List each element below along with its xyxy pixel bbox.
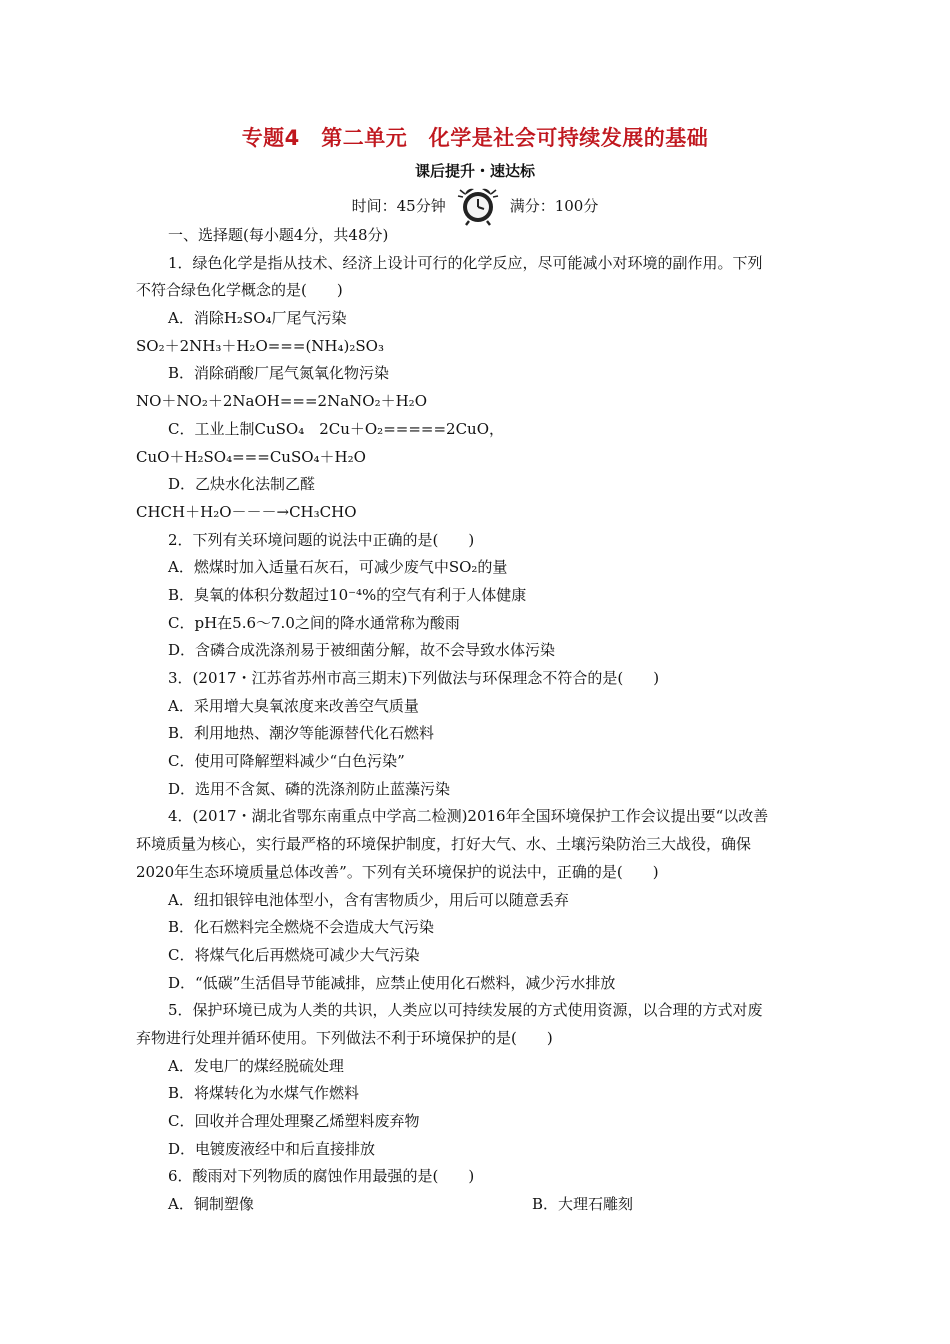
score-label: 满分：100分	[509, 196, 599, 215]
q5-option-b: B．将煤转化为水煤气作燃料	[168, 1084, 360, 1103]
q6-option-b: B．大理石雕刻	[532, 1195, 634, 1214]
q1-option-a-equation: SO₂＋2NH₃＋H₂O===(NH₄)₂SO₃	[136, 336, 384, 355]
q1-stem-line-1: 1．绿色化学是指从技术、经济上设计可行的化学反应，尽可能减小对环境的副作用。下列	[168, 253, 763, 272]
q3-option-d: D．选用不含氮、磷的洗涤剂防止蓝藻污染	[168, 779, 451, 798]
q1-stem-line-2: 不符合绿色化学概念的是( )	[136, 281, 343, 300]
q6-stem: 6．酸雨对下列物质的腐蚀作用最强的是( )	[168, 1167, 475, 1186]
q4-option-c: C．将煤气化后再燃烧可减少大气污染	[168, 945, 420, 964]
section-heading: 一、选择题(每小题4分，共48分)	[168, 226, 389, 244]
q6-option-a: A．铜制塑像	[168, 1195, 254, 1214]
q2-option-d: D．含磷合成洗涤剂易于被细菌分解，故不会导致水体污染	[168, 641, 556, 660]
q4-option-d: D．“低碳”生活倡导节能减排，应禁止使用化石燃料，减少污水排放	[168, 973, 616, 992]
q5-option-d: D．电镀废液经中和后直接排放	[168, 1139, 376, 1158]
q1-option-d-equation: CHCH＋H₂O－－－→CH₃CHO	[136, 502, 357, 521]
q1-option-d: D．乙炔水化法制乙醛	[168, 475, 316, 494]
document-title: 专题4 第二单元 化学是社会可持续发展的基础	[241, 126, 709, 150]
q4-option-b: B．化石燃料完全燃烧不会造成大气污染	[168, 918, 435, 937]
q1-option-b-equation: NO＋NO₂＋2NaOH===2NaNO₂＋H₂O	[136, 392, 427, 411]
q4-stem-line-2: 环境质量为核心，实行最严格的环境保护制度，打好大气、水、土壤污染防治三大战役，确保	[136, 835, 752, 854]
q5-option-a: A．发电厂的煤经脱硫处理	[168, 1056, 344, 1075]
q1-option-c: C．工业上制CuSO₄ 2Cu＋O₂=====2CuO，	[168, 419, 505, 438]
q1-option-b: B．消除硝酸厂尾气氮氧化物污染	[168, 364, 390, 383]
q4-stem-line-1: 4．(2017・湖北省鄂东南重点中学高二检测)2016年全国环境保护工作会议提出要“以改善	[168, 807, 769, 826]
q4-stem-line-3: 2020年生态环境质量总体改善”。下列有关环境保护的说法中，正确的是( )	[136, 862, 659, 881]
q5-option-c: C．回收并合理处理聚乙烯塑料废弃物	[168, 1112, 420, 1130]
q1-option-a: A．消除H₂SO₄厂尾气污染	[168, 309, 347, 328]
q3-option-c: C．使用可降解塑料减少“白色污染”	[168, 752, 405, 771]
document-subtitle: 课后提升・速达标	[414, 162, 535, 180]
time-label: 时间：45分钟	[351, 196, 446, 215]
q5-stem-line-1: 5．保护环境已成为人类的共识，人类应以可持续发展的方式使用资源，以合理的方式对废	[168, 1001, 763, 1020]
alarm-clock-icon	[456, 184, 500, 226]
time-score-line	[0, 184, 950, 226]
q6-options-row	[136, 1191, 836, 1219]
q2-option-c: C．pH在5.6～7.0之间的降水通常称为酸雨	[168, 613, 460, 632]
q2-option-a: A．燃煤时加入适量石灰石，可减少废气中SO₂的量	[168, 558, 508, 577]
q3-stem: 3．(2017・江苏省苏州市高三期末)下列做法与环保理念不符合的是( )	[168, 669, 660, 687]
question-content	[136, 222, 836, 1219]
q2-stem: 2．下列有关环境问题的说法中正确的是( )	[168, 530, 475, 549]
q1-option-c-equation: CuO＋H₂SO₄===CuSO₄＋H₂O	[136, 447, 366, 466]
q4-option-a: A．纽扣银锌电池体型小，含有害物质少，用后可以随意丢弃	[168, 890, 569, 909]
q3-option-b: B．利用地热、潮汐等能源替代化石燃料	[168, 724, 435, 743]
q2-option-b: B．臭氧的体积分数超过10⁻⁴%的空气有利于人体健康	[168, 585, 527, 604]
q5-stem-line-2: 弃物进行处理并循环使用。下列做法不利于环境保护的是( )	[136, 1028, 553, 1047]
q3-option-a: A．采用增大臭氧浓度来改善空气质量	[168, 696, 419, 715]
